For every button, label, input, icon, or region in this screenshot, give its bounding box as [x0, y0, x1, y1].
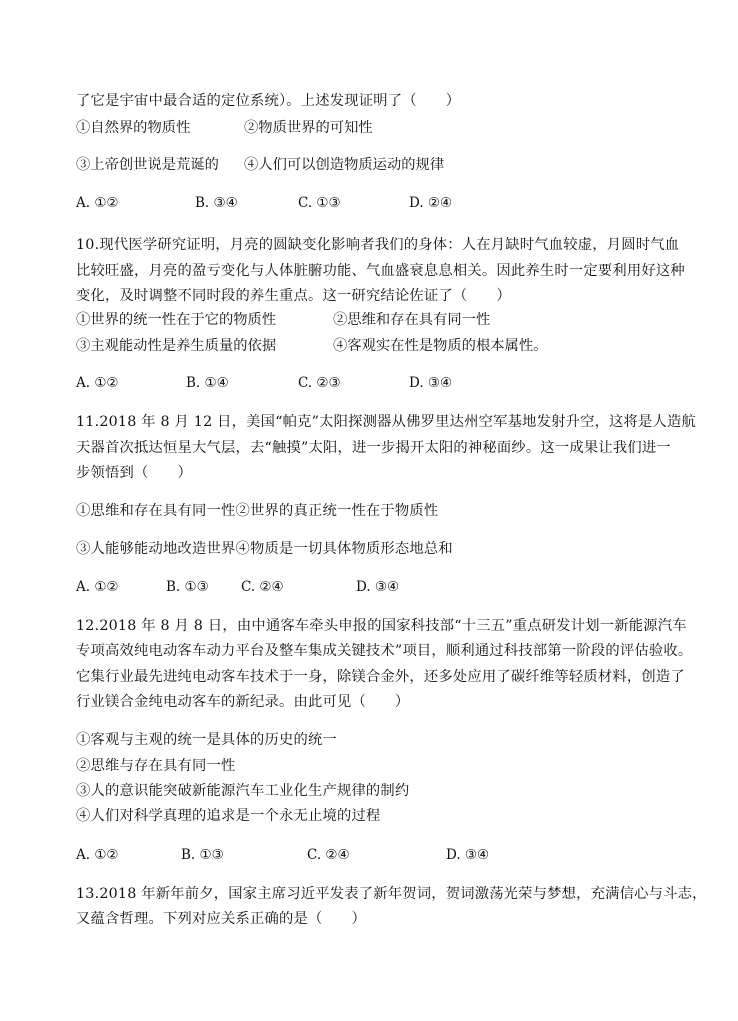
q11-line-1: 11.2018 年 8 月 12 日，美国“帕克”太阳探测器从佛罗里达州空军基地发射升空，这将是人造航	[76, 414, 697, 430]
q9-statements-row-1	[76, 119, 676, 137]
q10-statement-3: ③主观能动性是养生质量的依据	[76, 338, 277, 354]
q11-line-2: 天器首次抵达恒星大气层，去“触摸”太阳，进一步揭开太阳的神秘面纱。这一成果让我们进一	[76, 440, 671, 456]
q9-statement-3: ③上帝创世说是荒诞的	[76, 157, 219, 173]
q12-option-c[interactable]: C. ②④	[307, 847, 350, 863]
q13-line-2: 又蕴含哲理。下列对应关系正确的是（ ）	[76, 911, 366, 927]
q11-statements-line-2: ③人能够能动地改造世界④物质是一切具体物质形态地总和	[76, 541, 453, 557]
q13-line-1: 13.2018 年新年前夕，国家主席习近平发表了新年贺词，贺词激荡光荣与梦想，充满信心与斗志，	[76, 886, 707, 902]
q9-line-1: 了它是宇宙中最合适的定位系统）。上述发现证明了（ ）	[76, 93, 461, 109]
q12-statement-3: ③人的意识能突破新能源汽车工业化生产规律的制约	[76, 783, 410, 799]
q12-line-2: 专项高效纯电动客车动力平台及整车集成关键技术”项目，顺利通过科技部第一阶段的评估验收。	[76, 643, 693, 659]
q12-option-b[interactable]: B. ①③	[181, 847, 224, 863]
q9-statement-4: ④人们可以创造物质运动的规律	[244, 157, 445, 173]
q11-options	[76, 578, 676, 596]
q10-statements-row-2	[76, 337, 676, 355]
q10-statement-2: ②思维和存在具有同一性	[333, 312, 491, 328]
q10-option-a[interactable]: A. ①②	[76, 375, 119, 391]
q10-line-3: 变化，及时调整不同时段的养生重点。这一研究结论佐证了（ ）	[76, 288, 511, 304]
q12-option-a[interactable]: A. ①②	[76, 847, 119, 863]
q10-line-2: 比较旺盛，月亮的盈亏变化与人体脏腑功能、气血盛衰息息相关。因此养生时一定要利用好这种	[76, 263, 685, 279]
q9-option-a[interactable]: A. ①②	[76, 195, 119, 211]
q10-option-d[interactable]: D. ③④	[409, 375, 453, 391]
q12-statement-1: ①客观与主观的统一是具体的历史的统一	[76, 732, 337, 748]
q9-option-d[interactable]: D. ②④	[409, 195, 453, 211]
q9-options	[76, 194, 676, 212]
q12-option-d[interactable]: D. ③④	[446, 847, 490, 863]
q10-statement-1: ①世界的统一性在于它的物质性	[76, 312, 277, 328]
q11-option-d[interactable]: D. ③④	[356, 579, 400, 595]
q12-options	[76, 846, 676, 864]
q10-option-c[interactable]: C. ②③	[298, 375, 341, 391]
q10-option-b[interactable]: B. ①④	[186, 375, 229, 391]
q9-statements-row-2	[76, 156, 676, 174]
q9-option-c[interactable]: C. ①③	[298, 195, 341, 211]
q9-option-b[interactable]: B. ③④	[195, 195, 238, 211]
q9-statement-2: ②物质世界的可知性	[244, 120, 373, 136]
q10-line-1: 10.现代医学研究证明，月亮的圆缺变化影响者我们的身体：人在月缺时气血较虚，月圆时气血	[76, 237, 680, 253]
q12-statement-4: ④人们对科学真理的追求是一个永无止境的过程	[76, 808, 381, 824]
q12-line-4: 行业镁合金纯电动客车的新纪录。由此可见（ ）	[76, 694, 410, 710]
q10-options	[76, 374, 676, 392]
q11-line-3: 步领悟到（ ）	[76, 465, 192, 481]
q11-statements-line-1: ①思维和存在具有同一性②世界的真正统一性在于物质性	[76, 503, 439, 519]
q11-option-a[interactable]: A. ①②	[76, 579, 119, 595]
q12-line-3: 它集行业最先进纯电动客车技术于一身，除镁合金外，还多处应用了碳纤维等轻质材料，创造了	[76, 669, 685, 685]
q11-option-b[interactable]: B. ①③	[166, 579, 209, 595]
q12-statement-2: ②思维与存在具有同一性	[76, 758, 236, 774]
q9-statement-1: ①自然界的物质性	[76, 120, 191, 136]
q10-statement-4: ④客观实在性是物质的根本属性。	[333, 338, 548, 354]
q11-option-c[interactable]: C. ②④	[241, 579, 284, 595]
q12-line-1: 12.2018 年 8 月 8 日，由中通客车牵头申报的国家科技部“十三五”重点研发计划一新能源汽车	[76, 618, 687, 634]
q10-statements-row-1	[76, 311, 676, 329]
